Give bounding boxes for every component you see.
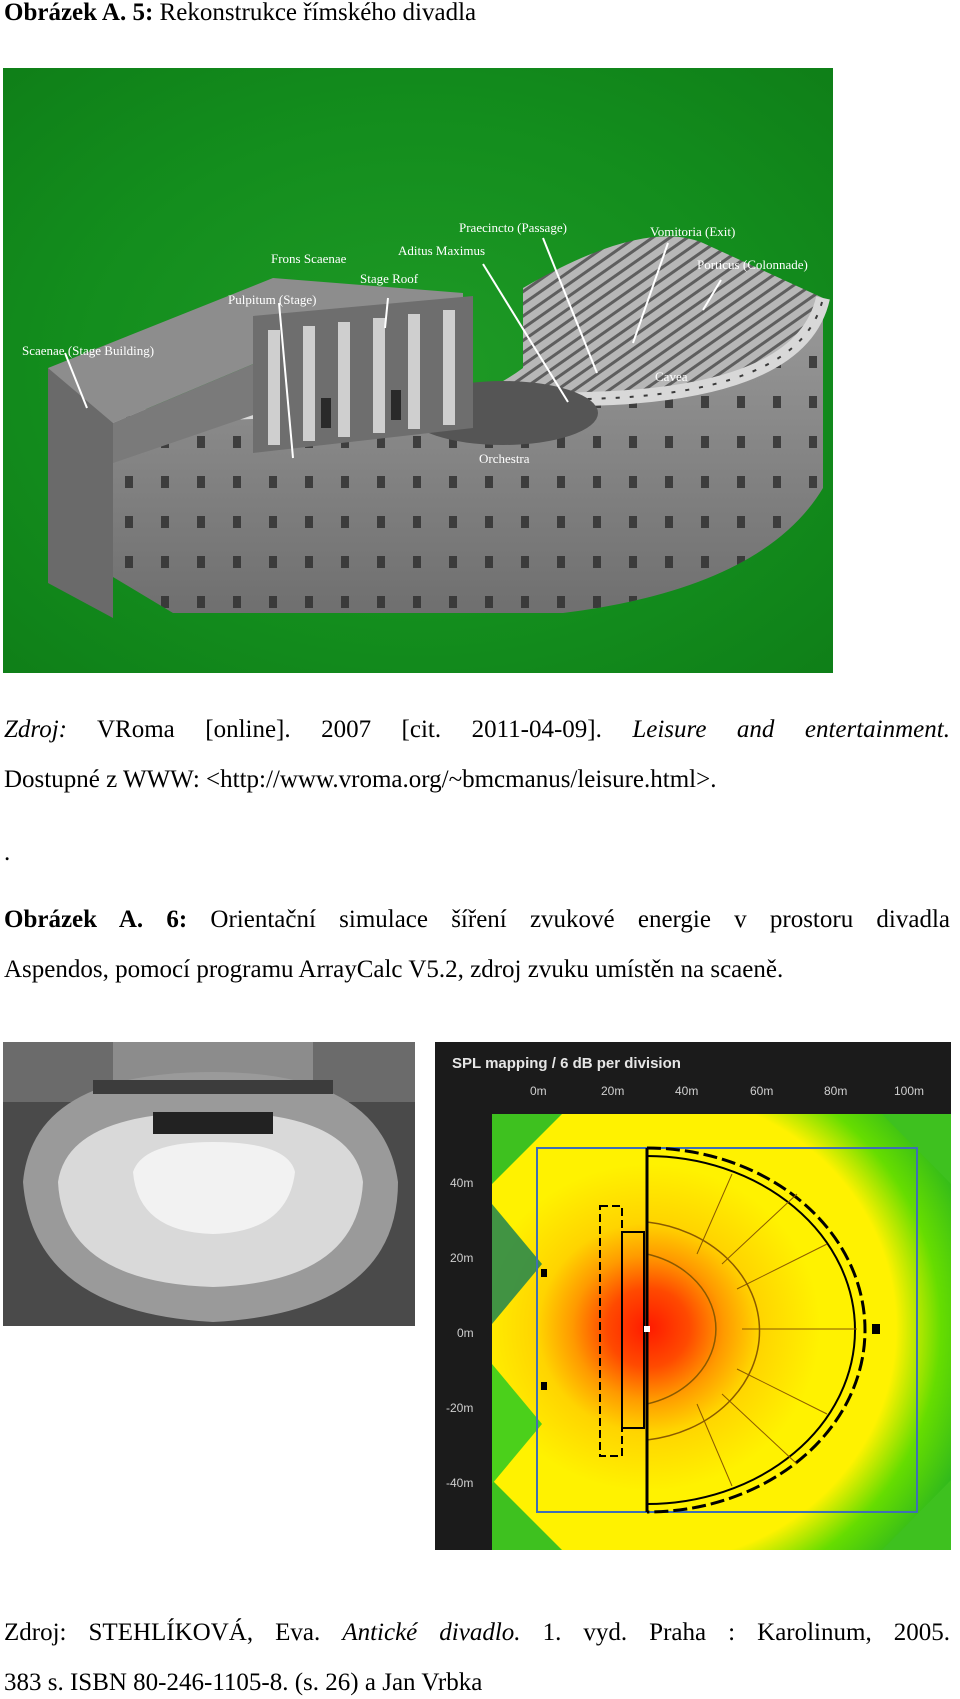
- aspendos-aerial-photo: [3, 1042, 415, 1326]
- x-tick: 0m: [530, 1084, 547, 1098]
- source-2-publisher: 1. vyd. Praha : Karolinum, 2005.: [542, 1619, 950, 1646]
- source-2-line-2: 383 s. ISBN 80-246-1105-8. (s. 26) a Jan Vrbka: [4, 1669, 483, 1696]
- x-tick: 20m: [601, 1084, 625, 1098]
- label-orchestra: Orchestra: [479, 451, 530, 466]
- figure-5-label: Obrázek A. 5:: [4, 0, 154, 26]
- spl-mapping-chart: [435, 1042, 951, 1550]
- x-tick: 40m: [675, 1084, 699, 1098]
- figure-5-title: Rekonstrukce římského divadla: [153, 0, 477, 26]
- x-tick: 80m: [824, 1084, 848, 1098]
- figure-5-caption: [4, 0, 476, 28]
- source-2-author: Zdroj: STEHLÍKOVÁ, Eva.: [4, 1619, 321, 1646]
- source-2-line-1: [4, 1618, 950, 1648]
- figure-6-caption-line-1: [4, 905, 950, 935]
- separator-dot: .: [4, 839, 11, 866]
- source-2-title: Antické divadlo.: [342, 1619, 521, 1646]
- source-1-title: Leisure and entertainment.: [632, 716, 950, 743]
- y-tick: -40m: [446, 1476, 474, 1490]
- theatre-drawing: [3, 68, 833, 673]
- source-1-label: Zdroj:: [4, 716, 67, 743]
- label-stage-roof: Stage Roof: [360, 271, 419, 286]
- x-tick: 100m: [894, 1084, 925, 1098]
- source-1-line-1: [4, 715, 950, 745]
- y-tick: 40m: [450, 1176, 474, 1190]
- spl-title: SPL mapping / 6 dB per division: [452, 1055, 681, 1072]
- spl-heatmap: [492, 1114, 951, 1550]
- y-tick: 20m: [450, 1251, 474, 1265]
- label-porticus: Porticus (Colonnade): [697, 257, 808, 272]
- label-cavea: Cavea: [655, 369, 688, 384]
- figure-6-label: Obrázek A. 6:: [4, 906, 188, 933]
- y-tick: 0m: [457, 1326, 474, 1340]
- label-scaenae: Scaenae (Stage Building): [22, 343, 155, 358]
- label-pulpitum: Pulpitum (Stage): [228, 292, 317, 307]
- source-1-citation: VRoma [online]. 2007 [cit. 2011-04-09].: [97, 716, 602, 743]
- source-1-line-2: Dostupné z WWW: <http://www.vroma.org/~bmcmanus/leisure.html>.: [4, 766, 717, 793]
- label-frons-scaenae: Frons Scaenae: [271, 251, 347, 266]
- y-tick: -20m: [446, 1401, 474, 1415]
- label-praecincto: Praecincto (Passage): [459, 220, 567, 235]
- x-tick: 60m: [750, 1084, 774, 1098]
- figure-6-caption-line-2: Aspendos, pomocí programu ArrayCalc V5.2, zdroj zvuku umístěn na scaeně.: [4, 956, 784, 983]
- figure-6-title: Orientační simulace šíření zvukové energie v prostoru divadla: [187, 906, 950, 933]
- label-vomitoria: Vomitoria (Exit): [650, 224, 736, 239]
- roman-theatre-image: [3, 68, 833, 673]
- label-aditus-maximus: Aditus Maximus: [398, 243, 486, 258]
